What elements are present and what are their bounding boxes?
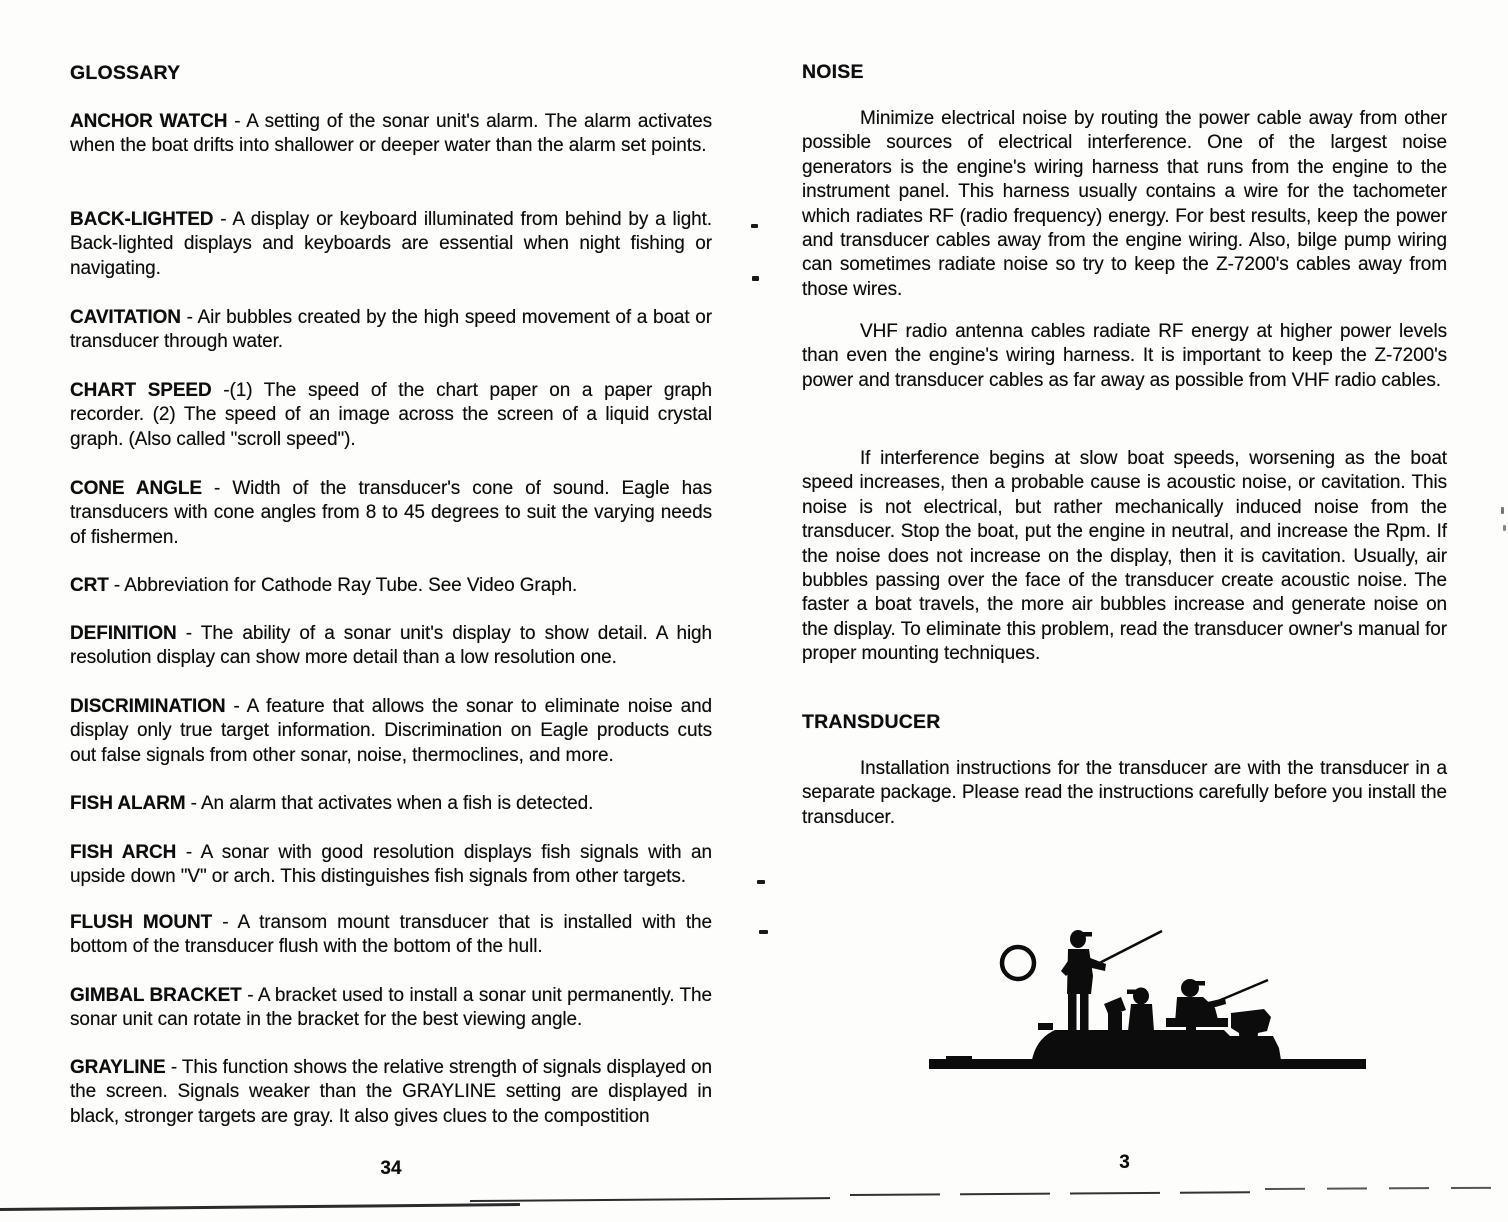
page-number-left: 34 xyxy=(380,1158,402,1179)
entry-definition: - A bracket used to install a sonar unit permanently. The sonar unit can rotate in the bracket for the best viewing angle. xyxy=(70,985,712,1031)
entry-definition: - A display or keyboard illuminated from behind by a light. Back-lighted displays and keyboards are essential when night fishing or navigating. xyxy=(70,209,712,279)
noise-paragraph-3: If interference begins at slow boat speeds, worsening as the boat speed increases, then a probable cause is acoustic noise, or cavitation. This noise is not electrical, but rather mechanically induced noise from the transducer. Stop the boat, put the engine in neutral, and increase the Rpm. If the noise does not increase on the display, then it is cavitation. Usually, air bubbles passing over the face of the transducer create acoustic noise. The faster a boat travels, the more air bubbles increase and generate noise on the display. To eliminate this problem, read the transducer owner's manual for proper mounting techniques. xyxy=(802,448,1447,665)
entry-definition: - This function shows the relative strength of signals displayed on the screen. Signals weaker than the GRAYLINE setting are displayed in black, stronger targets are gray. It also gives clues to the compostition xyxy=(70,1057,712,1127)
transducer-paragraph-1: Installation instructions for the transducer are with the transducer in a separate package. Please read the instructions carefully before you install the transducer. xyxy=(802,758,1447,828)
scan-speck xyxy=(1501,507,1504,514)
glossary-entry-gimbal-bracket xyxy=(70,984,712,1033)
entry-term: DISCRIMINATION xyxy=(70,696,226,717)
seated-fisherman-silhouette xyxy=(1166,979,1228,1032)
entry-definition: -(1) The speed of the chart paper on a paper graph recorder. (2) The speed of an image across the screen of a liquid crystal graph. (Also called "scroll speed"). xyxy=(70,380,712,450)
noise-paragraph-1: Minimize electrical noise by routing the power cable away from other possible sources of electrical interference. One of the largest noise generators is the engine's wiring harness that runs from the engine to the instrument panel. This harness usually contains a wire for the tachometer which radiates RF (radio frequency) energy. For best results, keep the power and transducer cables away from the engine wiring. Also, bilge pump wiring can sometimes radiate noise so try to keep the Z-7200's cables away from those wires. xyxy=(802,108,1447,300)
glossary-entry-back-lighted xyxy=(70,208,712,281)
scan-speck xyxy=(752,276,759,281)
transducer-heading: TRANSDUCER xyxy=(802,711,941,733)
entry-term: CAVITATION xyxy=(70,307,181,328)
glossary-entry-discrimination xyxy=(70,695,712,768)
glossary-entry-fish-arch xyxy=(70,841,712,890)
entry-term: CHART SPEED xyxy=(70,380,212,401)
glossary-entry-flush-mount xyxy=(70,911,712,960)
scan-edge-line xyxy=(0,1203,520,1211)
page-number-right: 3 xyxy=(1119,1152,1130,1173)
entry-definition: - An alarm that activates when a fish is detected. xyxy=(185,793,594,814)
entry-definition: - A sonar with good resolution displays fish signals with an upside down "V" or arch. This distinguishes fish signals from other targets. xyxy=(70,842,712,888)
entry-term: FISH ALARM xyxy=(70,793,186,814)
console-silhouette xyxy=(1104,997,1126,1031)
entry-term: FLUSH MOUNT xyxy=(70,912,213,933)
scan-speck xyxy=(759,930,768,934)
entry-definition: - The ability of a sonar unit's display to show detail. A high resolution display can show more detail than a low resolution one. xyxy=(70,623,712,669)
scan-speck xyxy=(1503,525,1506,531)
glossary-entry-fish-alarm xyxy=(70,792,712,816)
entry-term: ANCHOR WATCH xyxy=(70,111,228,132)
scan-edge-line xyxy=(1265,1187,1508,1190)
scan-speck xyxy=(751,224,758,228)
entry-term: GIMBAL BRACKET xyxy=(70,985,242,1006)
entry-definition: - Air bubbles created by the high speed movement of a boat or transducer through water. xyxy=(70,307,712,353)
glossary-entry-grayline xyxy=(70,1056,712,1129)
fishing-boat-silhouette-graphic xyxy=(928,918,1370,1083)
glossary-entry-anchor-watch xyxy=(70,110,712,159)
glossary-entry-cone-angle xyxy=(70,477,712,550)
standing-fisherman-silhouette xyxy=(1061,930,1106,1031)
scan-edge-line xyxy=(850,1191,1250,1196)
entry-definition: - A transom mount transducer that is installed with the bottom of the transducer flush with the bottom of the hull. xyxy=(70,912,712,958)
glossary-entry-cavitation xyxy=(70,306,712,355)
entry-term: FISH ARCH xyxy=(70,842,177,863)
scan-speck xyxy=(757,880,765,884)
entry-definition: - Width of the transducer's cone of sound. Eagle has transducers with cone angles from 8 to 45 degrees to suit the varying needs of fishermen. xyxy=(70,478,713,548)
water-line xyxy=(929,1059,1366,1069)
entry-term: BACK-LIGHTED xyxy=(70,209,214,230)
glossary-heading: GLOSSARY xyxy=(70,62,181,84)
glossary-entry-definition xyxy=(70,622,712,671)
entry-term: DEFINITION xyxy=(70,623,177,644)
noise-heading: NOISE xyxy=(802,61,864,83)
entry-term: GRAYLINE xyxy=(70,1057,166,1078)
fishing-boat-illustration xyxy=(928,918,1370,1083)
glossary-entry-chart-speed xyxy=(70,379,712,452)
scan-edge-line xyxy=(470,1197,830,1202)
seated-fisherman-silhouette xyxy=(1127,988,1154,1032)
entry-term: CONE ANGLE xyxy=(70,478,202,499)
entry-definition: - A feature that allows the sonar to eliminate noise and display only true target information. Discrimination on Eagle products cuts out false signals from other sonar, noise, thermoclines, and more. xyxy=(70,696,712,766)
entry-definition: - A setting of the sonar unit's alarm. The alarm activates when the boat drifts into shallower or deeper water than the alarm set points. xyxy=(70,111,712,157)
entry-term: CRT xyxy=(70,575,109,596)
noise-paragraph-2: VHF radio antenna cables radiate RF energy at higher power levels than even the engine's wiring harness. It is important to keep the Z-7200's power and transducer cables as far away as possible from VHF radio cables. xyxy=(802,321,1447,391)
entry-definition: - Abbreviation for Cathode Ray Tube. See Video Graph. xyxy=(108,575,578,596)
glossary-entry-crt xyxy=(70,574,712,598)
sun-icon xyxy=(1002,947,1034,979)
